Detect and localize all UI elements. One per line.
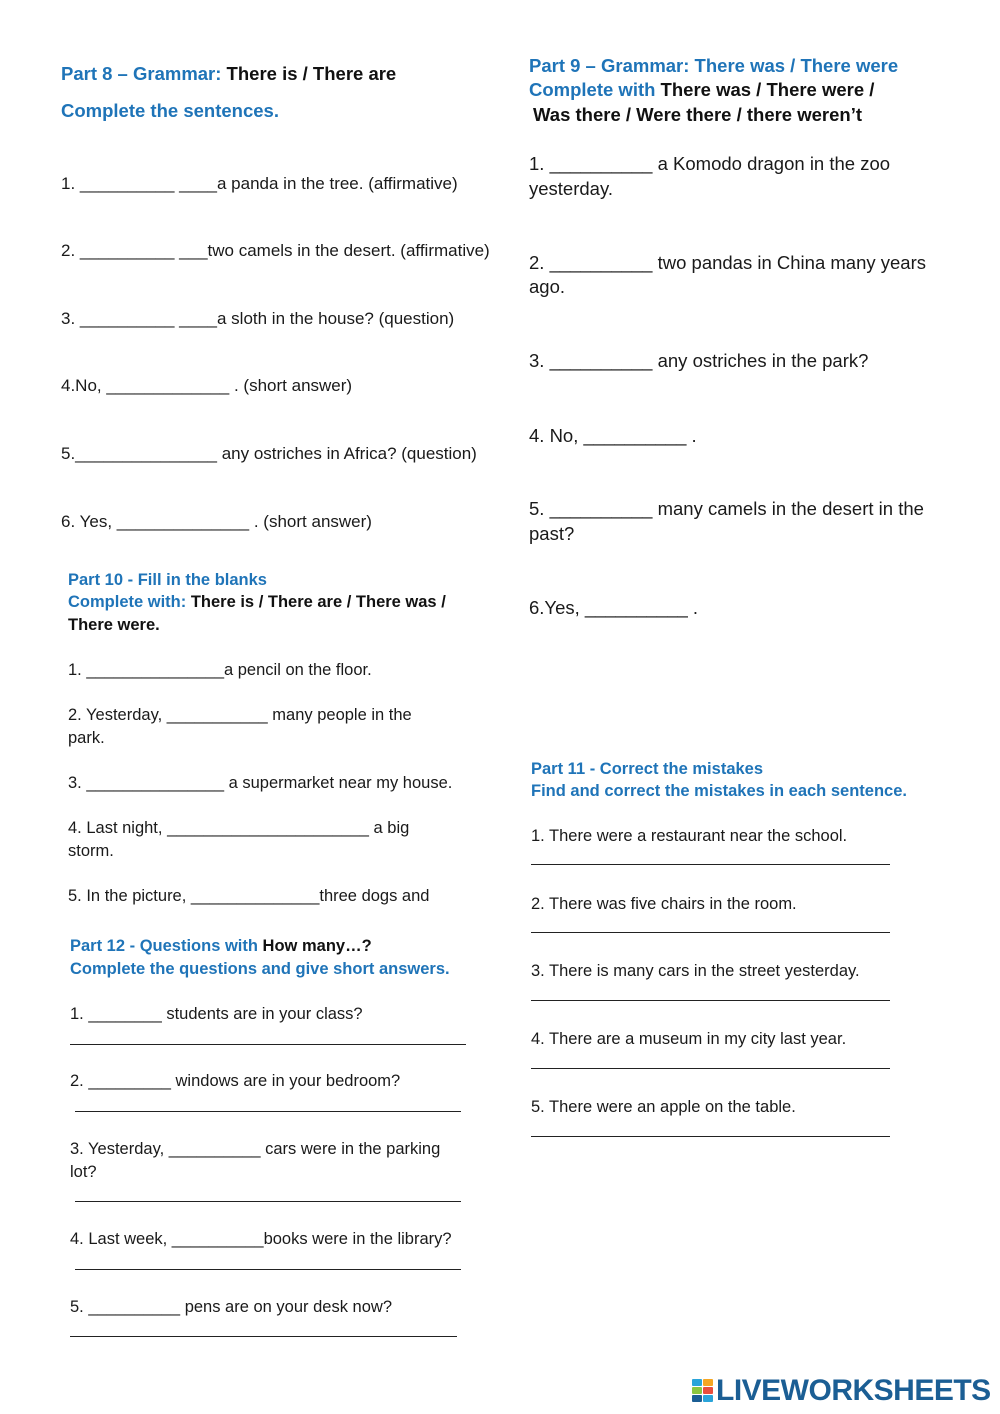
part11-answer-line-4[interactable]	[531, 1068, 890, 1069]
part8-item-1: 1. __________ ____a panda in the tree. (affirmative)	[61, 174, 458, 193]
part8-item-3: 3. __________ ____a sloth in the house? (question)	[61, 309, 455, 328]
part10-instruction	[68, 593, 446, 612]
part8-heading-label: Part 8 – Grammar:	[61, 63, 222, 84]
part9-item-1-cont: yesterday.	[529, 178, 613, 199]
part9-instruction-line2: Was there / Were there / there weren’t	[533, 104, 862, 125]
part11-item-5: 5. There were an apple on the table.	[531, 1098, 796, 1116]
part10-item-2: 2. Yesterday, ___________ many people in the	[68, 706, 412, 724]
part11-answer-line-1[interactable]	[531, 864, 890, 865]
part11-item-3: 3. There is many cars in the street yesterday.	[531, 962, 860, 980]
part12-item-2: 2. _________ windows are in your bedroom?	[70, 1072, 401, 1090]
part12-answer-line-4[interactable]	[75, 1269, 461, 1270]
part9-item-4: 4. No, __________ .	[529, 425, 697, 446]
part10-item-4-cont: storm.	[68, 842, 114, 860]
part10-item-3: 3. _______________ a supermarket near my house.	[68, 774, 453, 792]
part12-answer-line-5[interactable]	[70, 1336, 457, 1337]
part9-item-5-cont: past?	[529, 523, 575, 544]
part11-heading: Part 11 - Correct the mistakes	[531, 760, 764, 778]
part11-instruction: Find and correct the mistakes in each sentence.	[531, 782, 907, 800]
part10-item-4: 4. Last night, ______________________ a big	[68, 819, 410, 837]
part10-item-1: 1. _______________a pencil on the floor.	[68, 661, 372, 679]
part12-heading	[70, 937, 372, 956]
part9-item-3: 3. __________ any ostriches in the park?	[529, 350, 869, 371]
part11-answer-line-2[interactable]	[531, 932, 890, 933]
part9-instruction-options: There was / There were /	[655, 79, 875, 100]
part9-heading: Part 9 – Grammar: There was / There were	[529, 55, 899, 76]
liveworksheets-logo[interactable]	[692, 1375, 991, 1407]
part8-item-2: 2. __________ ___two camels in the desert. (affirmative)	[61, 241, 490, 260]
part10-instruction-line2: There were.	[68, 616, 160, 634]
part9-item-6: 6.Yes, __________ .	[529, 597, 699, 618]
part9-item-2: 2. __________ two pandas in China many years	[529, 252, 926, 273]
part9-item-1: 1. __________ a Komodo dragon in the zoo	[529, 153, 891, 174]
part12-answer-line-3[interactable]	[75, 1201, 461, 1202]
part12-heading-label: Part 12 - Questions with	[70, 937, 258, 955]
part9-item-2-cont: ago.	[529, 276, 566, 297]
part10-item-5: 5. In the picture, ______________three dogs and	[68, 887, 430, 905]
part10-instruction-options: There is / There are / There was /	[186, 593, 446, 611]
part12-item-5: 5. __________ pens are on your desk now?	[70, 1298, 392, 1316]
part8-item-6: 6. Yes, ______________ . (short answer)	[61, 512, 372, 531]
part11-item-1: 1. There were a restaurant near the school.	[531, 827, 848, 845]
logo-text: LIVEWORKSHEETS	[716, 1374, 991, 1407]
part8-item-5: 5._______________ any ostriches in Africa? (question)	[61, 444, 477, 463]
part11-item-4: 4. There are a museum in my city last year.	[531, 1030, 847, 1048]
part8-item-4: 4.No, _____________ . (short answer)	[61, 376, 353, 395]
part12-item-3-cont: lot?	[70, 1163, 97, 1181]
part12-answer-line-2[interactable]	[75, 1111, 461, 1112]
part9-item-5: 5. __________ many camels in the desert in the	[529, 498, 924, 519]
part12-item-1: 1. ________ students are in your class?	[70, 1005, 363, 1023]
part12-item-4: 4. Last week, __________books were in the library?	[70, 1230, 452, 1248]
part9-instruction	[529, 79, 874, 101]
part9-instruction-label: Complete with	[529, 79, 656, 100]
part12-item-3: 3. Yesterday, __________ cars were in the parking	[70, 1140, 441, 1158]
part11-answer-line-3[interactable]	[531, 1000, 890, 1001]
part12-instruction: Complete the questions and give short answers.	[70, 960, 450, 978]
part10-instruction-label: Complete with:	[68, 593, 187, 611]
part12-heading-topic: How many…?	[257, 937, 372, 955]
part10-item-2-cont: park.	[68, 729, 105, 747]
part11-item-2: 2. There was five chairs in the room.	[531, 895, 797, 913]
part8-heading-topic: There is / There are	[221, 63, 397, 84]
part12-answer-line-1[interactable]	[70, 1044, 466, 1045]
part11-answer-line-5[interactable]	[531, 1136, 890, 1137]
liveworksheets-logo-icon	[692, 1379, 714, 1403]
part10-heading: Part 10 - Fill in the blanks	[68, 571, 267, 589]
part8-instruction: Complete the sentences.	[61, 100, 279, 121]
part8-heading	[61, 63, 396, 85]
